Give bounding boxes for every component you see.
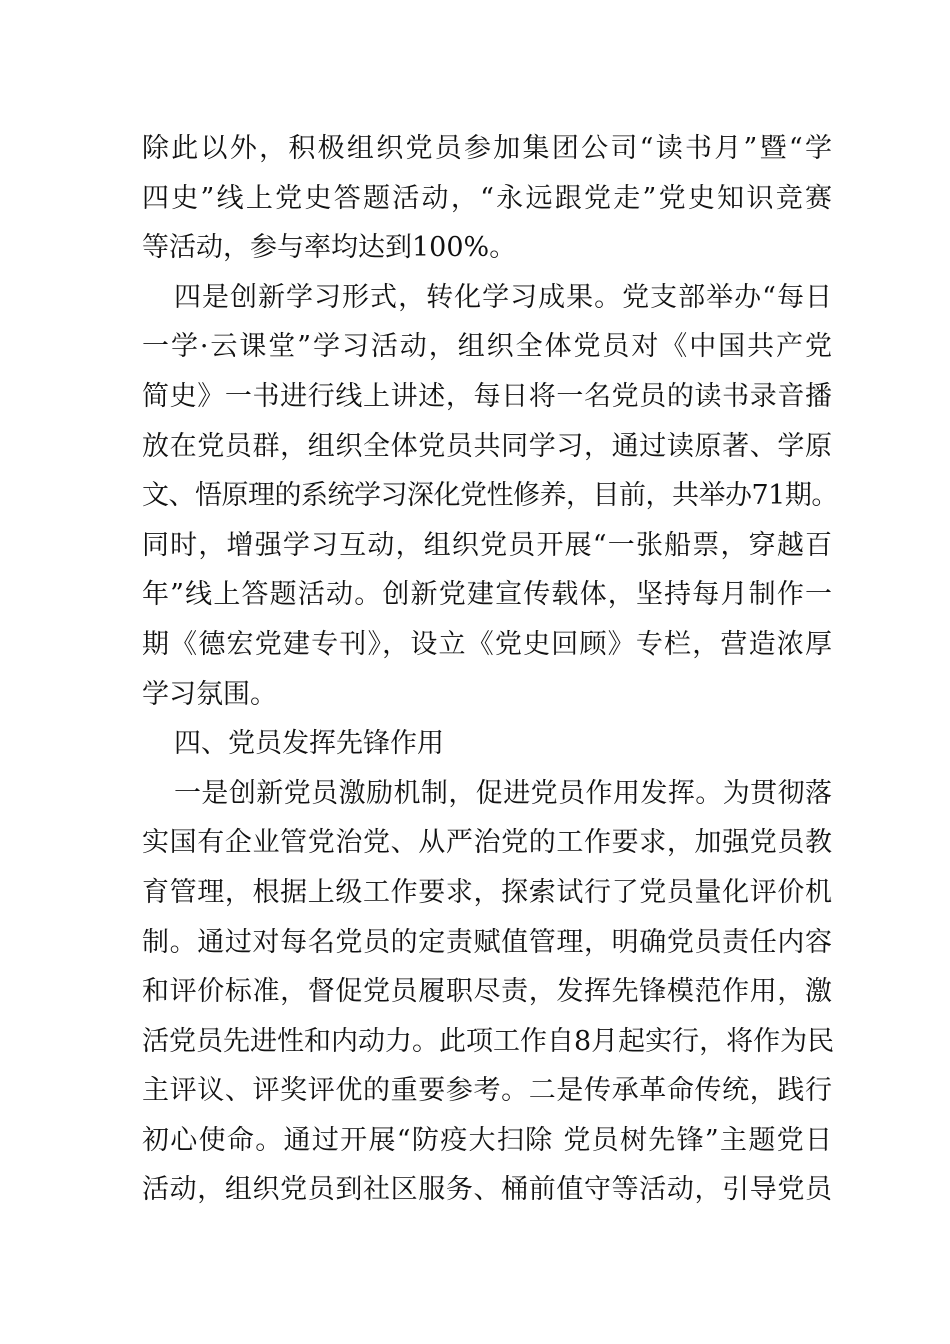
text-line: 制。通过对每名党员的定责赋值管理，明确党员责任内容 xyxy=(142,926,832,958)
text-line: 文、悟原理的系统学习深化党性修养，目前，共举办71期。 xyxy=(142,480,838,512)
text-line: 同时，增强学习互动，组织党员开展“一张船票，穿越百 xyxy=(142,529,832,561)
text-line: 年”线上答题活动。创新党建宣传载体，坚持每月制作一 xyxy=(142,579,832,611)
text-line: 初心使命。通过开展“防疫大扫除 党员树先锋”主题党日 xyxy=(142,1124,832,1156)
body-text xyxy=(142,124,838,1215)
text-line: 等活动，参与率均达到100%。 xyxy=(142,232,517,264)
text-line: 和评价标准，督促党员履职尽责，发挥先锋模范作用，激 xyxy=(142,976,832,1008)
text-line: 四史”线上党史答题活动，“永远跟党走”党史知识竞赛 xyxy=(142,182,832,214)
paragraph-start-line: 四是创新学习形式，转化学习成果。党支部举办“每日 xyxy=(174,281,832,313)
text-line: 活动，组织党员到社区服务、桶前值守等活动，引导党员 xyxy=(142,1174,832,1206)
text-line: 简史》一书进行线上讲述，每日将一名党员的读书录音播 xyxy=(142,380,832,412)
text-line: 期《德宏党建专刊》，设立《党史回顾》专栏，营造浓厚 xyxy=(142,628,832,660)
section-heading: 四、党员发挥先锋作用 xyxy=(174,728,444,760)
text-line: 一学·云课堂”学习活动，组织全体党员对《中国共产党 xyxy=(142,331,832,363)
paragraph-start-line: 一是创新党员激励机制，促进党员作用发挥。为贯彻落 xyxy=(174,777,832,809)
text-line: 除此以外，积极组织党员参加集团公司“读书月”暨“学 xyxy=(142,133,832,164)
text-line: 育管理，根据上级工作要求，探索试行了党员量化评价机 xyxy=(142,876,832,908)
text-line: 学习氛围。 xyxy=(142,678,277,710)
text-line: 活党员先进性和内动力。此项工作自8月起实行，将作为民 xyxy=(142,1025,835,1057)
text-line: 放在党员群，组织全体党员共同学习，通过读原著、学原 xyxy=(142,430,832,462)
text-line: 实国有企业管党治党、从严治党的工作要求，加强党员教 xyxy=(142,827,832,859)
text-line: 主评议、评奖评优的重要参考。二是传承革命传统，践行 xyxy=(142,1075,832,1107)
